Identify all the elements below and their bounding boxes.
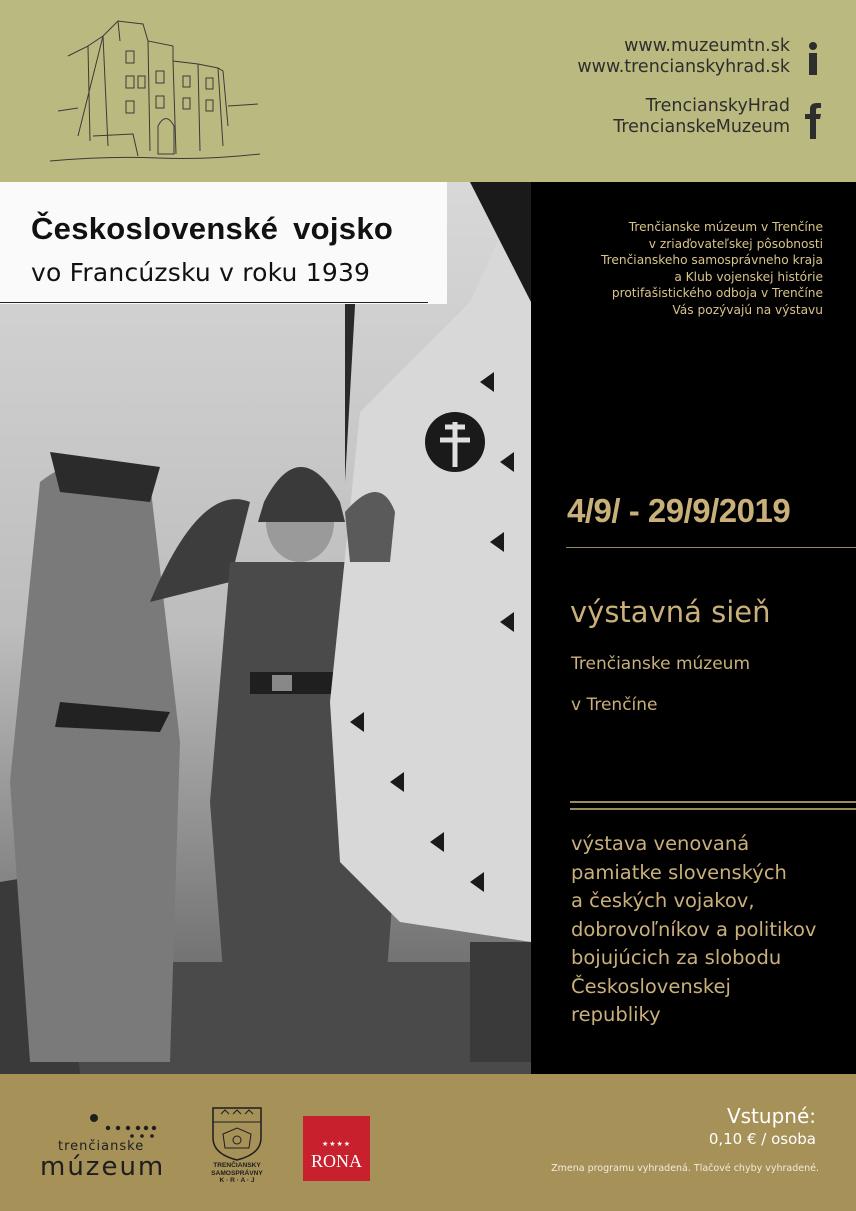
exhibition-title: Československé vojsko [31,211,394,246]
rona-stars: ★★★★ [321,1141,352,1148]
website-link-castle[interactable]: www.trencianskyhrad.sk [577,57,790,77]
facebook-link-museum[interactable]: TrencianskeMuzeum [613,117,790,137]
invitation-line: a Klub vojenskej histórie [674,269,823,284]
website-link-museum[interactable]: www.muzeumtn.sk [624,36,790,56]
info-icon [800,40,826,80]
historical-photo [0,182,531,1074]
rona-logo [303,1116,370,1181]
invitation-text [601,219,823,319]
entry-label: Vstupné: [726,1104,816,1128]
venue-city: v Trenčíne [571,695,658,715]
divider [570,808,856,810]
facebook-link-castle[interactable]: TrencianskyHrad [645,96,790,116]
description-line: republiky [571,1003,661,1026]
disclaimer: Zmena programu vyhradená. Tlačové chyby vyhradené. [551,1163,819,1174]
venue-hall: výstavná sieň [570,595,771,629]
museum-logo [36,1112,186,1184]
description-line: Československej [571,974,731,998]
title-divider [0,302,428,303]
facebook-icon [800,101,826,141]
entry-price: 0,10 € / osoba [708,1130,816,1148]
exhibition-dates: 4/9/ - 29/9/2019 [567,492,791,529]
description-line: výstava venovaná [571,832,750,855]
description-line: a českých vojakov, [571,889,755,912]
crest-text-line: TRENČIANSKY [213,1162,261,1169]
description-line: dobrovoľníkov a politikov [571,917,817,941]
castle-sketch-icon [48,16,263,166]
divider [570,801,856,803]
rona-text: RONA [310,1151,362,1171]
divider [566,547,856,548]
region-crest-text [199,1162,275,1185]
invitation-line: Trenčianske múzeum v Trenčíne [628,220,823,234]
museum-logo-dots-icon [36,1112,186,1142]
invitation-line: protifašistického odboja v Trenčíne [611,286,823,301]
header-links [577,36,790,138]
invitation-line: Vás pozývajú na výstavu [672,302,823,317]
invitation-line: Trenčianskeho samosprávneho kraja [600,253,823,268]
museum-logo-big: múzeum [40,1152,166,1182]
exhibition-description [571,830,816,1030]
crest-text-line: K · R · A · J [219,1177,255,1184]
museum-logo-small: trenčianske [58,1139,145,1154]
description-line: bojujúcich za slobodu [571,946,782,969]
venue-museum: Trenčianske múzeum [571,654,751,674]
crest-text-line: SAMOSPRÁVNY [211,1169,263,1177]
description-line: pamiatke slovenských [571,860,787,884]
exhibition-subtitle: vo Francúzsku v roku 1939 [31,258,371,287]
invitation-line: v zriaďovateľskej pôsobnosti [648,236,823,251]
